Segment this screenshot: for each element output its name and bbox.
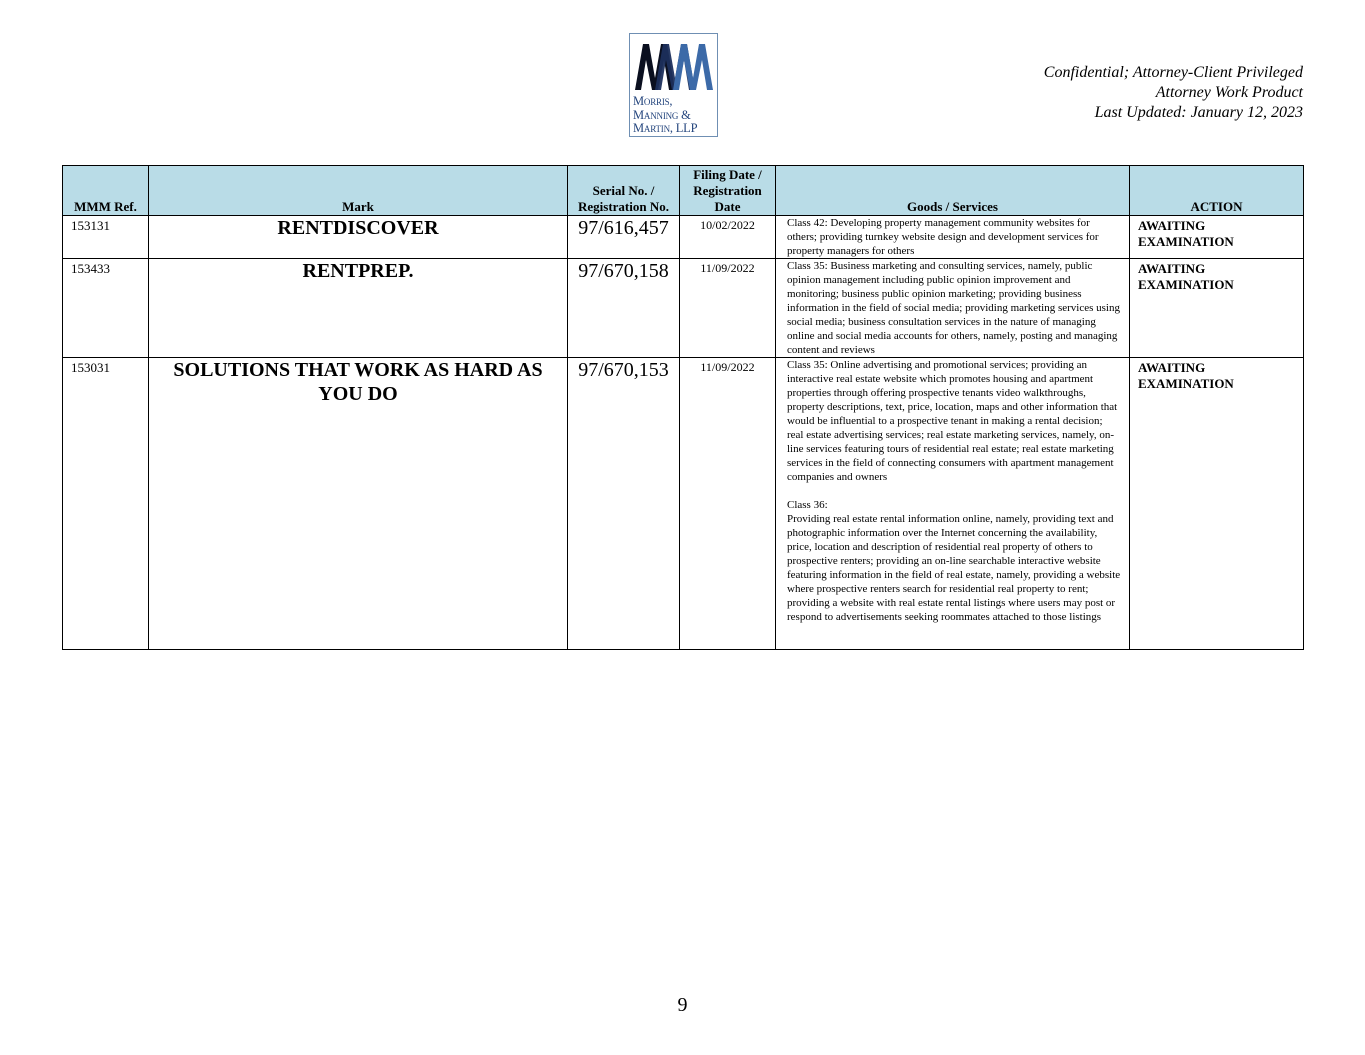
action-cell: AWAITING EXAMINATION: [1130, 358, 1304, 650]
col-header-mark: Mark: [149, 166, 568, 216]
page-number: 9: [677, 994, 688, 1016]
mark-cell: RENTPREP.: [149, 259, 568, 358]
col-header-serial: Serial No. / Registration No.: [568, 166, 680, 216]
trademark-table: [62, 165, 1304, 650]
goods-text: Class 35: Online advertising and promotional services; providing an interactive real estate website which promotes housing and apartment properties through offering prospective tenants video walkthroughs, property descriptions, text, price, location, maps and other information that would be influential to a prospective tenant in making a rental decision; real estate advertising services; real estate marketing services, namely, on-line services featuring tours of residential real estate; real estate marketing services in the field of connecting consumers with apartment management companies and owners Class 36: Providing real estate rental information online, namely, providing text and photographic information over the Internet concerning the availability, price, location and description of residential real property of others to prospective renters; providing an on-line searchable interactive website featuring information in the field of real estate, namely, providing a website where prospective renters search for residential real property to rent; providing a website with real estate rental listings where users may post or respond to advertisements seeking roommates attached to those listings: [787, 359, 1121, 623]
logo-line-2: Manning &: [633, 107, 691, 122]
goods-cell: [776, 259, 1130, 358]
goods-cell: [776, 358, 1130, 650]
work-product-line: Attorney Work Product: [1155, 84, 1303, 101]
col-header-date: Filing Date / Registration Date: [680, 166, 776, 216]
serial-cell: 97/616,457: [568, 216, 680, 259]
table-header-row: [63, 166, 1304, 216]
col-header-ref: MMM Ref.: [63, 166, 149, 216]
goods-text: Class 42: Developing property management community websites for others; providing turnkey website design and development services for property managers for others: [787, 217, 1099, 257]
col-header-action: ACTION: [1130, 166, 1304, 216]
goods-text: Class 35: Business marketing and consulting services, namely, public opinion management including public opinion improvement and monitoring; business public opinion marketing; providing business information in the field of social media; providing marketing services using social media; business consultation services in the nature of managing online and social media accounts for others, namely, posting and managing content and reviews: [787, 260, 1120, 356]
firm-logo: [629, 33, 718, 137]
ref-cell: 153031: [63, 358, 149, 650]
last-updated-line: Last Updated: January 12, 2023: [1094, 104, 1303, 121]
ref-cell: 153433: [63, 259, 149, 358]
goods-cell: [776, 216, 1130, 259]
ref-cell: 153131: [63, 216, 149, 259]
date-cell: 11/09/2022: [680, 358, 776, 650]
logo-text: [633, 95, 717, 136]
mark-cell: SOLUTIONS THAT WORK AS HARD AS YOU DO: [149, 358, 568, 650]
table-row: [63, 358, 1304, 650]
confidentiality-notice: [1044, 63, 1303, 123]
table-row: [63, 216, 1304, 259]
date-cell: 11/09/2022: [680, 259, 776, 358]
serial-cell: 97/670,153: [568, 358, 680, 650]
logo-line-1: Morris,: [633, 94, 673, 108]
mark-cell: RENTDISCOVER: [149, 216, 568, 259]
confidential-line: Confidential; Attorney-Client Privileged: [1043, 64, 1303, 81]
logo-line-3: Martin, LLP: [633, 121, 698, 135]
table-row: [63, 259, 1304, 358]
mmm-monogram-logo-icon: [633, 38, 715, 92]
action-cell: AWAITING EXAMINATION: [1130, 216, 1304, 259]
col-header-goods: Goods / Services: [776, 166, 1130, 216]
serial-cell: 97/670,158: [568, 259, 680, 358]
date-cell: 10/02/2022: [680, 216, 776, 259]
action-cell: AWAITING EXAMINATION: [1130, 259, 1304, 358]
